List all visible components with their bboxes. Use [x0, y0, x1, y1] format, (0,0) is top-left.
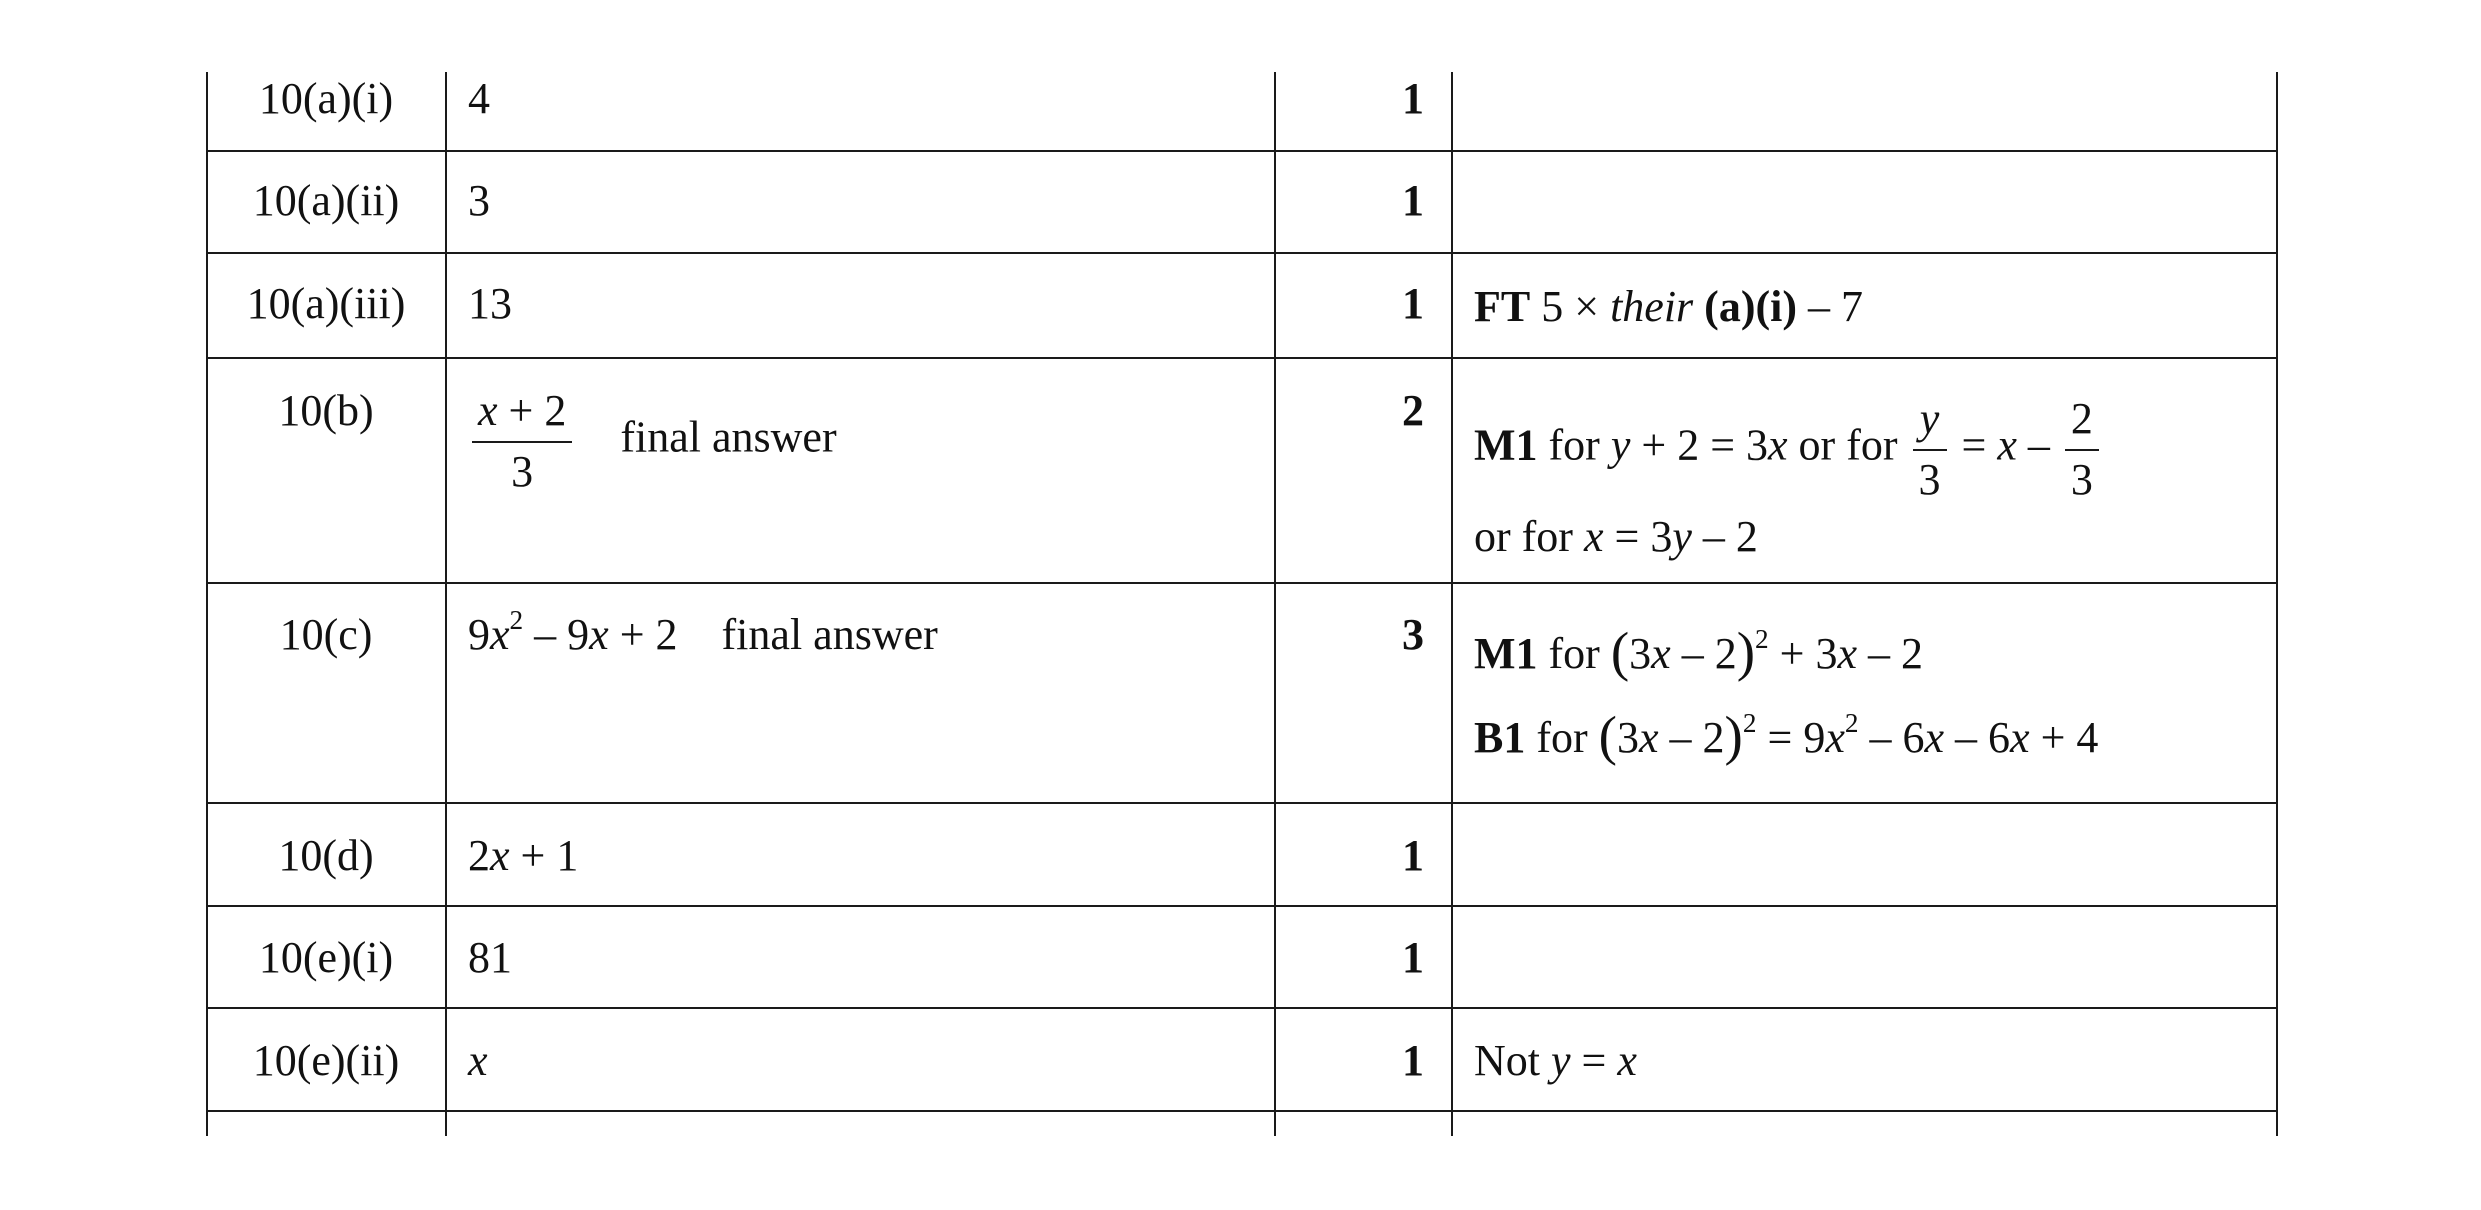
- variable: x: [1639, 713, 1659, 762]
- guidance-code: B1: [1474, 713, 1526, 762]
- close-paren: ): [1736, 621, 1756, 682]
- guidance-text: for: [1548, 629, 1600, 678]
- variable: y: [1610, 420, 1631, 470]
- marks: 1: [1402, 933, 1424, 982]
- exponent: 2: [509, 604, 524, 635]
- coefficient: 2: [468, 831, 490, 880]
- guidance-code: M1: [1474, 629, 1538, 678]
- guidance-text: or for: [1798, 420, 1898, 470]
- fraction-numerator: 2: [2065, 394, 2099, 451]
- exponent: 2: [1844, 707, 1859, 738]
- term: – 9: [534, 610, 590, 659]
- close-paren: ): [1724, 705, 1743, 766]
- exponent: 2: [1742, 707, 1757, 738]
- term: – 6: [1869, 713, 1925, 762]
- fraction-denominator: 3: [511, 446, 534, 496]
- question-number: 10(d): [278, 831, 374, 880]
- marks: 2: [1402, 386, 1424, 435]
- equals-sign: =: [1581, 1036, 1607, 1085]
- row-divider: [206, 1007, 2276, 1009]
- answer: [468, 831, 578, 882]
- column-divider-answer: [1274, 72, 1276, 1136]
- term: – 2: [1868, 629, 1924, 678]
- variable: x: [1651, 629, 1671, 678]
- variable: x: [1997, 420, 2017, 470]
- answer-note: final answer: [620, 412, 837, 462]
- table-border-right: [2276, 72, 2278, 1136]
- guidance-code: M1: [1474, 420, 1538, 470]
- numerator-rest: + 2: [508, 386, 567, 435]
- question-number: 10(a)(i): [258, 74, 394, 123]
- column-divider-marks: [1451, 72, 1453, 1136]
- guidance: [1474, 621, 1924, 682]
- answer: 81: [468, 933, 512, 982]
- guidance-text: 5 ×: [1541, 282, 1600, 331]
- variable: x: [1924, 713, 1945, 762]
- guidance-fraction: [2065, 394, 2099, 505]
- variable: x: [2010, 713, 2030, 762]
- answer: 3: [468, 176, 490, 225]
- guidance-line-2: [1474, 705, 2099, 766]
- marks: 1: [1402, 74, 1424, 123]
- variable: x: [490, 610, 510, 659]
- guidance: [1474, 1036, 1637, 1087]
- variable: x: [1583, 512, 1604, 561]
- question-number: 10(a)(iii): [246, 279, 406, 328]
- open-paren: (: [1598, 705, 1617, 766]
- question-number: 10(a)(ii): [252, 176, 400, 225]
- question-number: 10(b): [278, 386, 374, 435]
- guidance-text: their: [1610, 282, 1694, 331]
- variable: x: [1837, 629, 1858, 678]
- term: + 3: [1779, 629, 1838, 678]
- marks: 1: [1402, 176, 1424, 225]
- row-divider: [206, 802, 2276, 804]
- term: – 2: [1669, 713, 1725, 762]
- marks: 1: [1402, 831, 1424, 880]
- guidance-text: for: [1548, 420, 1600, 470]
- exponent: 2: [1755, 623, 1769, 654]
- answer: 13: [468, 279, 512, 328]
- variable: y: [1551, 1036, 1571, 1085]
- variable: x: [478, 386, 498, 435]
- guidance-text: + 2 = 3: [1641, 420, 1769, 470]
- row-divider: [206, 1110, 2276, 1112]
- variable: x: [468, 1036, 488, 1085]
- fraction-numerator: y: [1913, 394, 1947, 451]
- answer: 4: [468, 74, 490, 123]
- guidance-fraction: [1913, 394, 1947, 505]
- guidance: [1474, 394, 2103, 505]
- row-divider: [206, 582, 2276, 584]
- fraction-denominator: 3: [2070, 454, 2093, 504]
- guidance: [1474, 282, 1863, 333]
- guidance-text: = 3: [1614, 512, 1673, 561]
- term: – 2: [1681, 629, 1737, 678]
- answer: [468, 604, 938, 661]
- term: + 2: [619, 610, 678, 659]
- coefficient: 3: [1617, 713, 1639, 762]
- term: + 1: [520, 831, 579, 880]
- term: – 6: [1955, 713, 2011, 762]
- guidance-text: for: [1536, 713, 1588, 762]
- fraction-denominator: 3: [1918, 454, 1941, 504]
- equals-sign: =: [1961, 420, 1987, 470]
- variable: y: [1672, 512, 1692, 561]
- question-number: 10(c): [279, 610, 373, 659]
- marks: 1: [1402, 279, 1424, 328]
- variable: x: [1768, 420, 1788, 470]
- variable: x: [589, 610, 609, 659]
- guidance-text: or for: [1474, 512, 1573, 561]
- answer: [468, 386, 837, 497]
- guidance-reference: (a)(i): [1704, 282, 1798, 331]
- row-divider: [206, 357, 2276, 359]
- answer-note: final answer: [721, 610, 938, 659]
- row-divider: [206, 150, 2276, 152]
- guidance-text: – 2: [1702, 512, 1758, 561]
- answer: [468, 1036, 488, 1087]
- guidance-text: – 7: [1808, 282, 1864, 331]
- row-divider: [206, 252, 2276, 254]
- question-number: 10(e)(ii): [252, 1036, 400, 1085]
- variable: x: [490, 831, 510, 880]
- answer-fraction: [472, 386, 572, 497]
- marks: 1: [1402, 1036, 1424, 1085]
- term: = 9: [1767, 713, 1826, 762]
- coefficient: 3: [1629, 629, 1652, 678]
- question-number: 10(e)(i): [258, 933, 394, 982]
- coefficient: 9: [468, 610, 490, 659]
- marks: 3: [1402, 610, 1424, 659]
- term: + 4: [2040, 713, 2099, 762]
- guidance-line-2: [1474, 512, 1758, 563]
- variable: x: [1825, 713, 1845, 762]
- open-paren: (: [1610, 621, 1630, 682]
- minus-sign: –: [2027, 420, 2050, 470]
- row-divider: [206, 905, 2276, 907]
- guidance-code: FT: [1474, 282, 1531, 331]
- fraction-numerator: [472, 386, 572, 443]
- variable: x: [1617, 1036, 1637, 1085]
- guidance-text: Not: [1474, 1036, 1540, 1085]
- column-divider-question: [445, 72, 447, 1136]
